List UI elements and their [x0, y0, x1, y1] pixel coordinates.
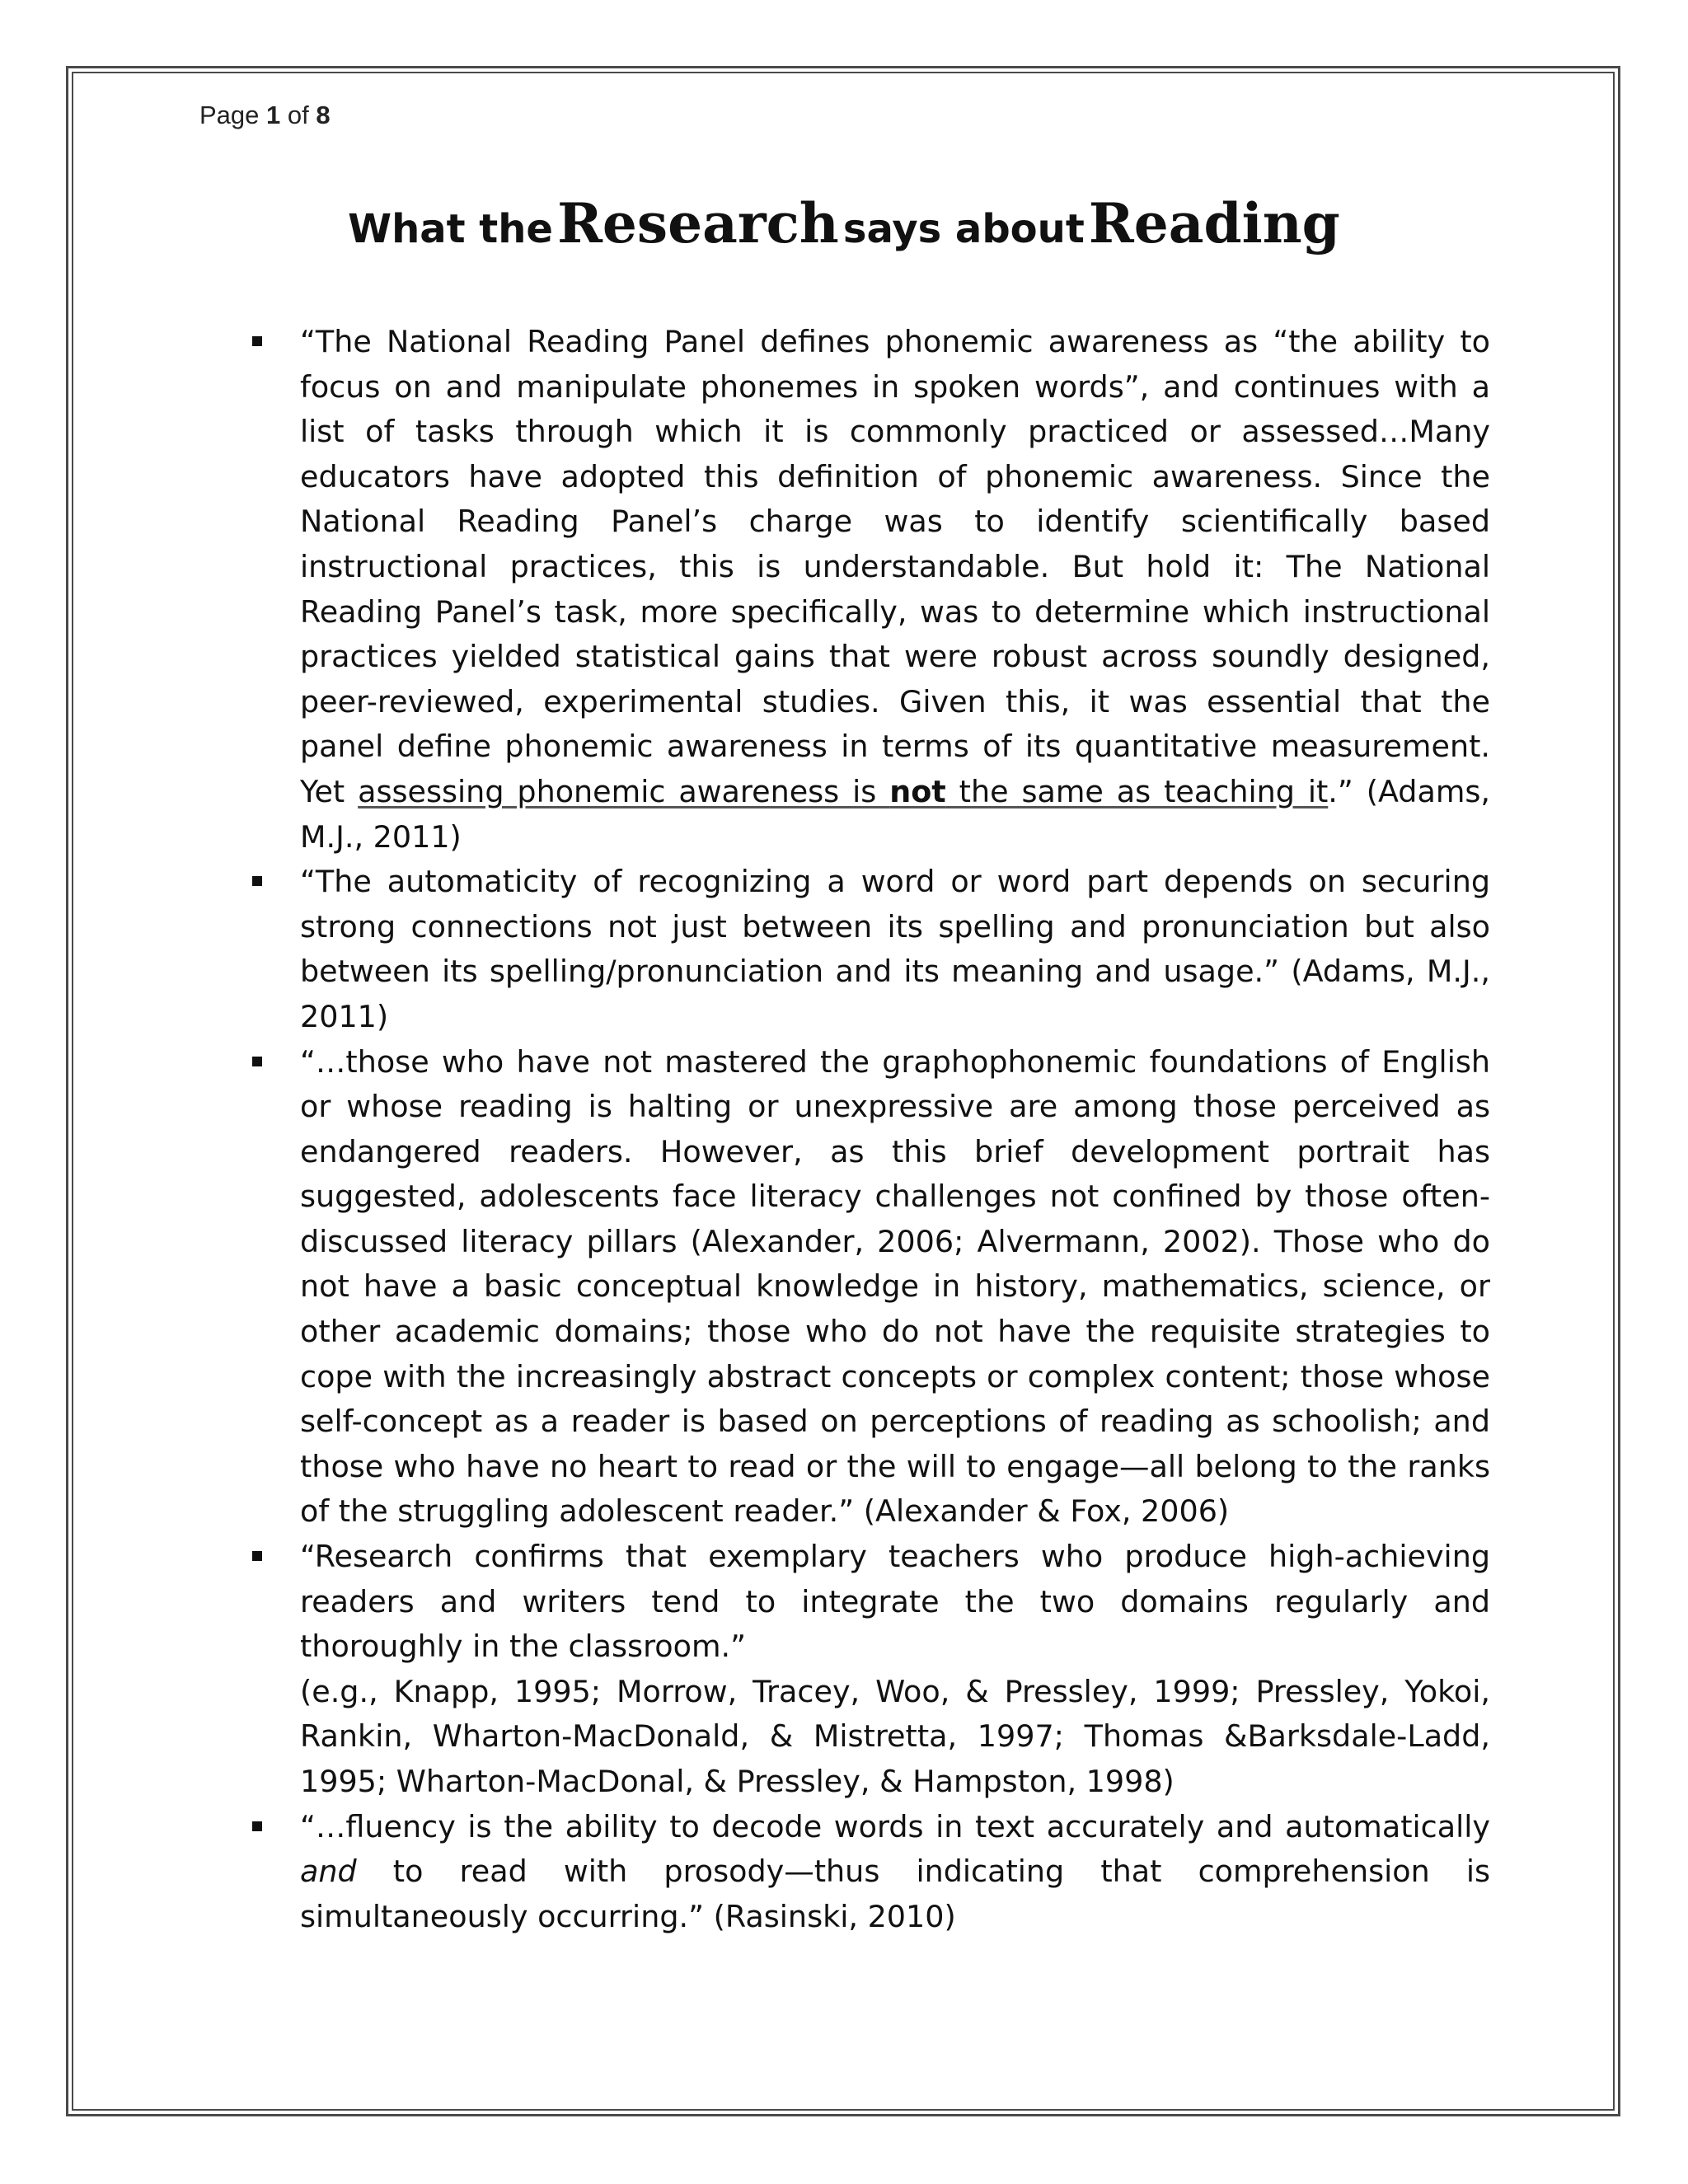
title-part-1: What the [348, 206, 553, 252]
square-bullet-icon [252, 1057, 262, 1066]
list-item: “…those who have not mastered the graphophonemic foundations of English or whose reading is halting or unexpressive are among those perceived as endangered readers. However, as this brief development portrait has suggested, adolescents face literacy challenges not confined by those often-discussed literacy pillars (Alexander, 2006; Alvermann, 2002). Those who do not have a basic conceptual knowledge in history, mathematics, science, or other academic domains; those who do not have the requisite strategies to cope with the increasingly abstract concepts or complex content; those whose self-concept as a reader is based on perceptions of reading as schoolish; and those who have no heart to read or the will to engage—all belong to the ranks of the struggling adolescent reader.” (Alexander & Fox, 2006) [247, 1040, 1490, 1535]
list-item: “The automaticity of recognizing a word or word part depends on securing strong connections not just between its spelling and pronunciation but also between its spelling/pronunciation and its meaning and usage.” (Adams, M.J., 2011) [247, 860, 1490, 1039]
page-title [0, 191, 1688, 255]
title-part-2: Research [557, 191, 839, 255]
page-number: Page 1 of 8 [199, 101, 331, 129]
quote-list [247, 320, 1490, 1939]
list-item: “The National Reading Panel defines phonemic awareness as “the ability to focus on and manipulate phonemes in spoken words”, and continues with a list of tasks through which it is commonly practiced or assessed…Many educators have adopted this definition of phonemic awareness. Since the National Reading Panel’s charge was to identify scientifically based instructional practices, this is understandable. But hold it: The National Reading Panel’s task, more specifically, was to determine which instructional practices yielded statistical gains that were robust across soundly designed, peer-reviewed, experimental studies. Given this, it was essential that the panel define phonemic awareness in terms of its quantitative measurement. Yet assessing phonemic awareness is not the same as teaching it.” (Adams, M.J., 2011) [247, 320, 1490, 860]
square-bullet-icon [252, 336, 262, 346]
list-item: “Research confirms that exemplary teachers who produce high-achieving readers and writers tend to integrate the two domains regularly and thoroughly in the classroom.” (e.g., Knapp, 1995; Morrow, Tracey, Woo, & Pressley, 1999; Pressley, Yokoi, Rankin, Wharton-MacDonald, & Mistretta, 1997; Thomas &Barksdale-Ladd, 1995; Wharton-MacDonal, & Pressley, & Hampston, 1998) [247, 1535, 1490, 1805]
underlined-phrase: assessing phonemic awareness is not the same as teaching it [358, 773, 1329, 809]
square-bullet-icon [252, 876, 262, 886]
list-item: “…fluency is the ability to decode words in text accurately and automatically and to read with prosody—thus indicating that comprehension is simultaneously occurring.” (Rasinski, 2010) [247, 1805, 1490, 1940]
square-bullet-icon [252, 1551, 262, 1561]
title-part-4: Reading [1088, 191, 1340, 255]
citation: (e.g., Knapp, 1995; Morrow, Tracey, Woo, & Pressley, 1999; Pressley, Yokoi, Rankin, Wharton-MacDonald, & Mistretta, 1997; Thomas &Barksdale-Ladd, 1995; Wharton-MacDonal, & Pressley, & Hampston, 1998) [300, 1673, 1490, 1799]
square-bullet-icon [252, 1821, 262, 1831]
title-part-3: says about [842, 206, 1085, 252]
